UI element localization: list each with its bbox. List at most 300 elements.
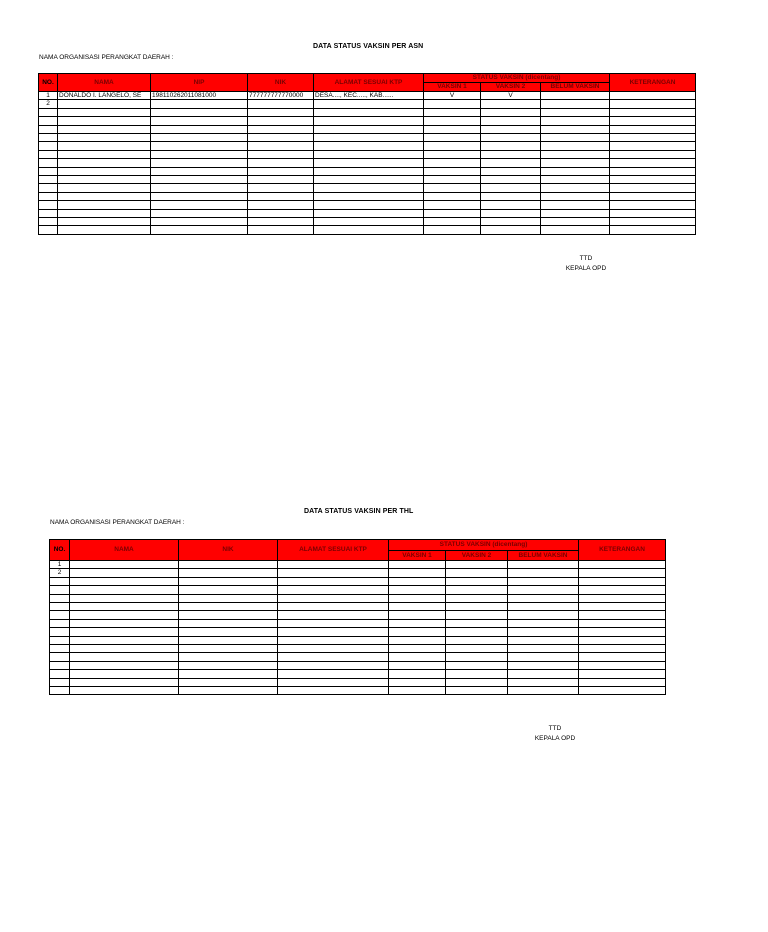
cell-v2 — [481, 117, 541, 125]
cell-v2 — [446, 653, 508, 661]
cell-no — [50, 686, 70, 694]
cell-v2 — [481, 226, 541, 234]
cell-belum — [541, 175, 610, 183]
cell-belum — [508, 619, 579, 627]
table-row-empty — [50, 602, 666, 610]
cell-no — [39, 117, 58, 125]
cell-alamat — [278, 619, 389, 627]
table-row-empty — [39, 125, 696, 133]
cell-ket — [579, 611, 666, 619]
cell-no — [50, 619, 70, 627]
cell-v1 — [424, 217, 481, 225]
cell-v2 — [446, 670, 508, 678]
cell-v2 — [481, 167, 541, 175]
cell-v1 — [389, 636, 446, 644]
cell-alamat — [278, 586, 389, 594]
cell-v2 — [446, 644, 508, 652]
cell-alamat — [314, 159, 424, 167]
cell-ket — [579, 644, 666, 652]
cell-v1 — [424, 117, 481, 125]
thl-kepala-label: KEPALA OPD — [534, 735, 576, 742]
cell-belum — [541, 217, 610, 225]
cell-alamat — [278, 686, 389, 694]
cell-belum — [508, 636, 579, 644]
cell-no — [39, 209, 58, 217]
cell-ket — [579, 586, 666, 594]
header-no: NO. — [39, 74, 58, 92]
cell-alamat — [314, 150, 424, 158]
table-row-empty — [50, 644, 666, 652]
cell-nama — [70, 661, 179, 669]
cell-ket — [610, 175, 696, 183]
cell-no — [50, 661, 70, 669]
cell-belum — [541, 192, 610, 200]
header-nik: NIK — [179, 540, 278, 561]
cell-ket — [579, 594, 666, 602]
cell-no — [50, 586, 70, 594]
cell-nik — [179, 628, 278, 636]
cell-nik — [179, 661, 278, 669]
cell-no — [39, 184, 58, 192]
cell-alamat: DESA...., KEC....., KAB...... — [314, 92, 424, 100]
cell-nama — [70, 577, 179, 585]
cell-alamat — [278, 644, 389, 652]
cell-nik — [248, 100, 314, 108]
cell-nama — [58, 217, 151, 225]
cell-v2 — [481, 100, 541, 108]
cell-nama — [70, 628, 179, 636]
table-row-empty — [50, 678, 666, 686]
cell-nama — [58, 142, 151, 150]
cell-belum — [508, 569, 579, 577]
cell-nama: DONALDO I. LANGELO, SE — [58, 92, 151, 100]
cell-nama — [70, 569, 179, 577]
cell-nik — [248, 167, 314, 175]
cell-v1 — [389, 569, 446, 577]
header-nama: NAMA — [70, 540, 179, 561]
cell-v1 — [389, 619, 446, 627]
table-row-empty — [39, 108, 696, 116]
cell-v2 — [446, 619, 508, 627]
cell-v2 — [446, 561, 508, 569]
cell-nip — [151, 108, 248, 116]
cell-belum — [541, 159, 610, 167]
cell-v1 — [424, 167, 481, 175]
cell-v2 — [446, 628, 508, 636]
cell-belum — [541, 201, 610, 209]
thl-title: DATA STATUS VAKSIN PER THL — [304, 508, 414, 515]
table-row-empty — [50, 653, 666, 661]
cell-nip — [151, 184, 248, 192]
table-row — [39, 92, 696, 100]
cell-no: 1 — [39, 92, 58, 100]
table-row-empty — [39, 117, 696, 125]
cell-alamat — [278, 628, 389, 636]
cell-nik — [248, 125, 314, 133]
cell-v2 — [481, 217, 541, 225]
asn-signature-block — [556, 254, 616, 274]
cell-no: 2 — [50, 569, 70, 577]
cell-alamat — [278, 561, 389, 569]
cell-ket — [610, 150, 696, 158]
header-keterangan: KETERANGAN — [610, 74, 696, 92]
header-no: NO. — [50, 540, 70, 561]
cell-v1 — [389, 686, 446, 694]
cell-ket — [610, 217, 696, 225]
cell-nama — [58, 167, 151, 175]
cell-belum — [541, 100, 610, 108]
cell-nama — [58, 117, 151, 125]
cell-v1 — [389, 561, 446, 569]
cell-v1 — [424, 175, 481, 183]
cell-no — [50, 670, 70, 678]
cell-belum — [508, 602, 579, 610]
table-row — [39, 100, 696, 108]
cell-no — [39, 217, 58, 225]
cell-nama — [70, 670, 179, 678]
cell-no — [50, 678, 70, 686]
header-nip: NIP — [151, 74, 248, 92]
cell-v2 — [481, 192, 541, 200]
cell-ket — [579, 653, 666, 661]
cell-nik — [179, 602, 278, 610]
cell-belum — [541, 125, 610, 133]
cell-nama — [70, 678, 179, 686]
asn-title: DATA STATUS VAKSIN PER ASN — [313, 43, 424, 50]
cell-nik — [248, 217, 314, 225]
cell-v2 — [446, 594, 508, 602]
cell-v2 — [481, 133, 541, 141]
cell-no: 2 — [39, 100, 58, 108]
cell-nik — [248, 142, 314, 150]
cell-alamat — [278, 577, 389, 585]
header-belum-vaksin: BELUM VAKSIN — [541, 83, 610, 92]
thl-org-label: NAMA ORGANISASI PERANGKAT DAERAH : — [50, 519, 185, 526]
cell-nama — [58, 108, 151, 116]
cell-v1 — [424, 100, 481, 108]
cell-belum — [541, 133, 610, 141]
cell-ket — [610, 192, 696, 200]
table-row-empty — [50, 594, 666, 602]
cell-nip — [151, 175, 248, 183]
cell-ket — [610, 142, 696, 150]
cell-nik — [179, 569, 278, 577]
cell-nik — [248, 150, 314, 158]
cell-alamat — [314, 192, 424, 200]
cell-nik — [248, 108, 314, 116]
table-row-empty — [50, 686, 666, 694]
cell-v1 — [424, 209, 481, 217]
cell-v2 — [481, 142, 541, 150]
table-row-empty — [39, 192, 696, 200]
cell-belum — [541, 92, 610, 100]
cell-v1 — [424, 184, 481, 192]
cell-nik — [179, 586, 278, 594]
table-row-empty — [39, 175, 696, 183]
cell-no — [39, 192, 58, 200]
cell-no — [50, 628, 70, 636]
cell-v2 — [481, 209, 541, 217]
cell-belum — [508, 577, 579, 585]
header-vaksin-2: VAKSIN 2 — [481, 83, 541, 92]
cell-v2 — [446, 577, 508, 585]
cell-belum — [508, 653, 579, 661]
cell-v1: V — [424, 92, 481, 100]
cell-nama — [58, 159, 151, 167]
cell-alamat — [314, 142, 424, 150]
cell-no — [39, 226, 58, 234]
thl-ttd-label: TTD — [548, 725, 562, 732]
cell-nik — [179, 619, 278, 627]
cell-alamat — [314, 209, 424, 217]
cell-alamat — [314, 133, 424, 141]
cell-nama — [58, 184, 151, 192]
cell-nik — [248, 184, 314, 192]
cell-nama — [58, 201, 151, 209]
header-vaksin-1: VAKSIN 1 — [424, 83, 481, 92]
cell-nip — [151, 192, 248, 200]
cell-nip — [151, 167, 248, 175]
cell-nik — [179, 653, 278, 661]
cell-alamat — [314, 125, 424, 133]
cell-alamat — [278, 678, 389, 686]
cell-belum — [508, 594, 579, 602]
cell-alamat — [278, 611, 389, 619]
cell-nip — [151, 217, 248, 225]
table-row-empty — [50, 586, 666, 594]
cell-nip — [151, 201, 248, 209]
cell-nik — [248, 226, 314, 234]
cell-alamat — [278, 569, 389, 577]
cell-v1 — [424, 142, 481, 150]
cell-nik: 777777777770000 — [248, 92, 314, 100]
cell-nama — [70, 561, 179, 569]
cell-belum — [508, 628, 579, 636]
cell-ket — [579, 636, 666, 644]
cell-v1 — [424, 226, 481, 234]
cell-ket — [610, 201, 696, 209]
cell-alamat — [278, 636, 389, 644]
cell-v2 — [481, 175, 541, 183]
cell-alamat — [314, 175, 424, 183]
cell-alamat — [278, 661, 389, 669]
table-row-empty — [50, 661, 666, 669]
cell-belum — [541, 150, 610, 158]
cell-no — [39, 125, 58, 133]
table-row-empty — [39, 209, 696, 217]
table-row-empty — [39, 167, 696, 175]
cell-v1 — [389, 661, 446, 669]
cell-v1 — [424, 201, 481, 209]
cell-nik — [248, 192, 314, 200]
cell-no — [50, 594, 70, 602]
cell-nik — [248, 209, 314, 217]
cell-ket — [610, 209, 696, 217]
cell-alamat — [278, 670, 389, 678]
cell-v1 — [389, 577, 446, 585]
cell-nama — [58, 226, 151, 234]
cell-nip — [151, 142, 248, 150]
cell-alamat — [278, 602, 389, 610]
table-row-empty — [50, 577, 666, 585]
cell-no — [50, 653, 70, 661]
cell-nik — [179, 644, 278, 652]
cell-no — [39, 201, 58, 209]
cell-nama — [58, 150, 151, 158]
header-alamat: ALAMAT SESUAI KTP — [278, 540, 389, 561]
cell-v1 — [389, 602, 446, 610]
cell-nama — [58, 125, 151, 133]
header-status-vaksin: STATUS VAKSIN (dicentang) — [389, 540, 579, 551]
asn-org-label: NAMA ORGANISASI PERANGKAT DAERAH : — [39, 54, 174, 61]
cell-no — [39, 133, 58, 141]
cell-belum — [541, 108, 610, 116]
cell-nik — [179, 611, 278, 619]
cell-v1 — [424, 150, 481, 158]
header-nama: NAMA — [58, 74, 151, 92]
cell-belum — [508, 611, 579, 619]
table-row — [50, 569, 666, 577]
header-vaksin-2: VAKSIN 2 — [446, 550, 508, 561]
cell-alamat — [314, 100, 424, 108]
cell-belum — [508, 661, 579, 669]
cell-alamat — [314, 217, 424, 225]
table-row-empty — [50, 636, 666, 644]
cell-ket — [610, 167, 696, 175]
cell-nik — [179, 561, 278, 569]
cell-alamat — [314, 184, 424, 192]
cell-alamat — [278, 594, 389, 602]
cell-v2 — [446, 636, 508, 644]
cell-no — [50, 644, 70, 652]
cell-v2 — [481, 125, 541, 133]
cell-v2: V — [481, 92, 541, 100]
cell-belum — [508, 670, 579, 678]
cell-no — [39, 150, 58, 158]
cell-nik — [179, 678, 278, 686]
header-nik: NIK — [248, 74, 314, 92]
asn-ttd-label: TTD — [579, 255, 593, 262]
cell-nama — [70, 594, 179, 602]
table-row-empty — [39, 142, 696, 150]
cell-ket — [579, 628, 666, 636]
cell-ket — [579, 619, 666, 627]
cell-nama — [58, 100, 151, 108]
cell-nip — [151, 100, 248, 108]
header-keterangan: KETERANGAN — [579, 540, 666, 561]
cell-no — [39, 175, 58, 183]
table-row-empty — [39, 150, 696, 158]
header-vaksin-1: VAKSIN 1 — [389, 550, 446, 561]
cell-nip — [151, 133, 248, 141]
cell-ket — [579, 561, 666, 569]
cell-ket — [610, 108, 696, 116]
cell-nama — [70, 644, 179, 652]
cell-ket — [579, 577, 666, 585]
cell-alamat — [278, 653, 389, 661]
cell-ket — [579, 678, 666, 686]
table-row-empty — [39, 201, 696, 209]
cell-ket — [610, 117, 696, 125]
cell-no — [50, 636, 70, 644]
cell-belum — [541, 117, 610, 125]
cell-v2 — [481, 108, 541, 116]
cell-ket — [579, 670, 666, 678]
cell-ket — [610, 133, 696, 141]
table-row-empty — [50, 611, 666, 619]
cell-no — [50, 611, 70, 619]
cell-nik — [248, 159, 314, 167]
cell-nip — [151, 226, 248, 234]
cell-belum — [508, 561, 579, 569]
cell-belum — [541, 226, 610, 234]
cell-v1 — [389, 628, 446, 636]
cell-v2 — [481, 184, 541, 192]
cell-v1 — [424, 159, 481, 167]
cell-ket — [610, 184, 696, 192]
cell-alamat — [314, 226, 424, 234]
cell-v2 — [446, 602, 508, 610]
cell-nip — [151, 125, 248, 133]
cell-ket — [579, 602, 666, 610]
cell-v1 — [424, 133, 481, 141]
cell-nama — [70, 586, 179, 594]
cell-belum — [508, 686, 579, 694]
cell-ket — [610, 125, 696, 133]
cell-v1 — [389, 586, 446, 594]
cell-v2 — [481, 150, 541, 158]
table-row-empty — [50, 619, 666, 627]
cell-v2 — [446, 661, 508, 669]
cell-nama — [70, 611, 179, 619]
cell-nama — [58, 175, 151, 183]
cell-nik — [248, 117, 314, 125]
table-row — [50, 561, 666, 569]
cell-belum — [541, 184, 610, 192]
cell-ket — [610, 100, 696, 108]
cell-nik — [179, 670, 278, 678]
thl-table — [49, 539, 666, 695]
cell-nik — [248, 201, 314, 209]
cell-alamat — [314, 167, 424, 175]
cell-nip — [151, 150, 248, 158]
thl-signature-block — [525, 724, 585, 744]
cell-nama — [70, 602, 179, 610]
cell-ket — [610, 226, 696, 234]
cell-ket — [579, 686, 666, 694]
cell-nama — [58, 192, 151, 200]
table-row-empty — [50, 628, 666, 636]
cell-no — [39, 159, 58, 167]
cell-nip — [151, 117, 248, 125]
cell-nama — [70, 636, 179, 644]
cell-v1 — [389, 594, 446, 602]
cell-nama — [70, 686, 179, 694]
cell-no — [39, 108, 58, 116]
cell-nama — [58, 209, 151, 217]
cell-ket — [610, 92, 696, 100]
cell-v1 — [424, 108, 481, 116]
cell-no: 1 — [50, 561, 70, 569]
cell-alamat — [314, 117, 424, 125]
cell-belum — [541, 167, 610, 175]
cell-no — [39, 142, 58, 150]
cell-nik — [179, 594, 278, 602]
cell-v1 — [389, 678, 446, 686]
table-row-empty — [50, 670, 666, 678]
cell-nik — [248, 175, 314, 183]
cell-v2 — [446, 569, 508, 577]
